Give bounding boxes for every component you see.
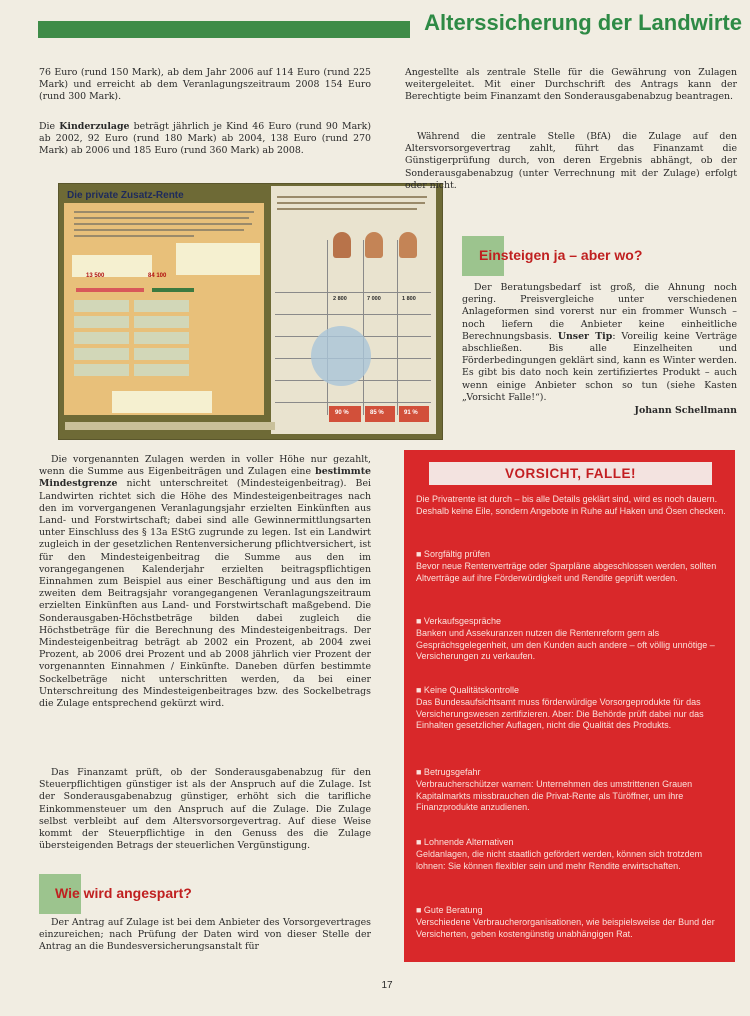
warning-item-title: ■ Keine Qualitätskontrolle <box>416 685 519 695</box>
infographic-title: Die private Zusatz-Rente <box>67 190 184 201</box>
pct-2: 85 % <box>370 410 384 416</box>
warning-item-title: ■ Gute Beratung <box>416 905 483 915</box>
warning-title-box <box>429 462 712 485</box>
value-b1: 2 800 <box>333 296 347 302</box>
infographic-left-panel <box>64 203 264 415</box>
person-figure-3 <box>399 232 417 258</box>
paragraph-antrag: Der Antrag auf Zulage ist bei dem Anbieter des Vorsorgevertrages einzureichen; nach Prüfung der Daten wird von dieser Stelle der Antrag an die Bundesversicherungsanstalt für <box>39 917 371 953</box>
warning-intro: Die Privatrente ist durch – bis alle Details geklärt sind, wird es noch dauern. Deshalb keine Eile, sondern Angebote in Ruhe auf Haken und Ösen checken. <box>416 494 726 516</box>
page-title: Alterssicherung der Landwirte <box>424 10 742 35</box>
warning-item-body: Das Bundesaufsichtsamt muss förderwürdige Vorsorgeprodukte für das Versicherungswesen zertifizieren. Aber: Die Behörde prüft dabei nur das Einhalten gesetzlicher Auflagen, nicht die Qualität des Produkts. <box>416 697 704 731</box>
infographic-footer-bar <box>65 422 275 430</box>
infographic-zusatz-rente <box>58 183 443 440</box>
value-b2: 7 000 <box>367 296 381 302</box>
warning-item-body: Bevor neue Rentenverträge oder Sparpläne abgeschlossen werden, sollten Altverträge auf ihre Förderwürdigkeit und Rendite geprüft werden. <box>416 561 717 583</box>
kinderzulage-term: Kinderzulage <box>59 121 130 132</box>
paragraph-finanzamt: Das Finanzamt prüft, ob der Sonderausgabenabzug für den Steuerpflichtigen günstiger ist als der Anspruch auf die Zulage. Ist der Sonderausgabenabzug günstiger, erhöht sich die tarifliche Einkommensteuer um den Anspruch auf die Zulage. Die Zulage selbst verbleibt auf dem Altersvorsorgevertrag. Auf diese Weise kommt der Steuerpflichtige in den Genuss des die Zulage übersteigenden Betrags der steuerlichen Vergünstigung. <box>39 767 371 852</box>
warning-item-title: ■ Lohnende Alternativen <box>416 837 514 847</box>
person-figure-2 <box>365 232 383 258</box>
warning-item-title: ■ Verkaufsgespräche <box>416 616 501 626</box>
warning-item-body: Geldanlagen, die nicht staatlich gefördert werden, können sich trotzdem lohnen: Sie können flexibler sein und mehr Rendite erwirtschaften. <box>416 849 703 871</box>
paragraph-kinderzulage: Die Kinderzulage beträgt jährlich je Kind 46 Euro (rund 90 Mark) ab 2002, 92 Euro (rund 180 Mark) ab 2004, 138 Euro (rund 270 Mark) ab 2006 und 185 Euro (rund 360 Mark) ab 2008. <box>39 121 371 157</box>
bar-red <box>76 288 144 292</box>
box-left <box>72 255 152 277</box>
warning-box <box>404 450 735 962</box>
paragraph-bfa: Angestellte als zentrale Stelle für die Gewährung von Zulagen weitergeleitet. Mit einer Durchschrift des Antrags kann der Berechtigte beim Finanzamt den Sonderausgabenabzug beantragen. <box>405 67 737 103</box>
pct-3: 91 % <box>404 410 418 416</box>
heading-wie-wird-angespart: Wie wird angespart? <box>55 885 192 901</box>
warning-item-body: Banken und Assekuranzen nutzen die Rentenreform gern als Gesprächsgelegenheit, um den Kunden auch andere – oft völlig unnötige – Versicherungen zu verkaufen. <box>416 628 715 662</box>
header-bar <box>38 21 410 38</box>
value-a1: 13 500 <box>86 273 105 279</box>
paragraph-mindestgrenze: Die vorgenannten Zulagen werden in voller Höhe nur gezahlt, wenn die Summe aus Eigenbeiträgen und Zulagen eine bestimmte Mindestgrenze nicht unterschreitet (Mindesteigenbeitrag). Bei Landwirten richtet sich die Höhe des Mindesteigenbeitrages nach den im vorvergangenen Veranlagungsjahr erzielten Einkünften aus Land- und Forstwirtschaft; dabei sind alle Gewinnermittlungsarten unter Einschluss des § 13a EStG zugrunde zu legen. Ist ein Landwirt zugleich in der gesetzlichen Rentenversicherung pflichtversichert, ist für den Mindesteigenbeitrag die Summe aus den im vorangegangenen Kalenderjahr erzielten beitragspflichtigen Einnahmen zum Beispiel aus einer Beschäftigung und aus den im zweiten dem Beitragsjahr vorangegangenen Veranlagungszeitraum erzielten Einkünften aus Land- und Forstwirtschaft maßgebend. Die Sonderausgaben-Höchstbeträge bilden dabei zugleich die Höchstbeträge für die Berechnung des Mindesteigenbeitrags. Der Mindesteigenbeitrag beträgt ab 2002 ein Prozent, ab 2004 zwei Prozent, ab 2006 drei Prozent und ab 2008 jährlich vier Prozent der vorgenannten Einnahmen / Einkünfte. Daneben dürfen bestimmte Sockelbeträge nicht unterschritten werden, da bei einer Unterschreitung des Mindesteigenbeitrages bzw. des Sockelbetrags die Zulage entsprechend gekürzt wird. <box>39 454 371 710</box>
page-number: 17 <box>381 980 393 991</box>
author-signature: Johann Schellmann <box>634 405 737 416</box>
paragraph-guenstigerpruefung: Während die zentrale Stelle (BfA) die Zulage auf den Altersvorsorgevertrag zahlt, führt das Finanzamt die Günstigerprüfung durch, von deren Ergebnis abhängt, ob der Sonderausgabenabzug (unter Verrechnung mit der Zulage) erfolgt oder nicht. <box>405 131 737 191</box>
warning-item-title: ■ Betrugsgefahr <box>416 767 481 777</box>
infographic-right-panel <box>271 186 436 434</box>
bar-green <box>152 288 194 292</box>
warning-item-body: Verschiedene Verbraucherorganisationen, wie beispielsweise der Bund der Versicherten, geben kostengünstig unabhängigen Rat. <box>416 917 715 939</box>
unser-tip-term: Unser Tip <box>557 330 613 342</box>
warning-item-body: Verbraucherschützer warnen: Unternehmen des umstrittenen Grauen Kapitalmarkts missbrauchen die Privat-Rente als Türöffner, um ihre Finanzprodukte anzudienen. <box>416 779 693 813</box>
box-right <box>176 243 260 275</box>
heading-einsteigen: Einsteigen ja – aber wo? <box>479 247 643 263</box>
mindestgrenze-term: bestimmte Mindestgrenze <box>39 466 371 490</box>
value-b3: 1 800 <box>402 296 416 302</box>
paragraph-intro: 76 Euro (rund 150 Mark), ab dem Jahr 2006 auf 114 Euro (rund 225 Mark) und erreicht ab dem Veranlagungszeitraum 2008 154 Euro (rund 300 Mark). <box>39 67 371 103</box>
person-figure-1 <box>333 232 351 258</box>
pct-1: 90 % <box>335 410 349 416</box>
paragraph-beratungsbedarf: Der Beratungsbedarf ist groß, die Ahnung noch gering. Preisvergleiche unter verschiedenen Anlageformen sind vorerst nur ein frommer Wunsch – noch liefern die Anbieter keine einheitliche Berechnungsbasis. Unser Tip: Voreilig keine Verträge abschließen. Bis alle Einzelheiten und Förderbedingungen geklärt sind, kann es Winter werden. Es gibt bis dato noch kein zertifiziertes Produkt – auch wenn einige Anbieter schon so tun (siehe Kasten „Vorsicht Falle!“). <box>462 282 737 403</box>
value-a2: 84 100 <box>148 273 167 279</box>
warning-item-title: ■ Sorgfältig prüfen <box>416 549 490 559</box>
warning-title: VORSICHT, FALLE! <box>504 466 636 481</box>
map-shape <box>311 326 371 386</box>
info-note-box <box>112 391 212 413</box>
